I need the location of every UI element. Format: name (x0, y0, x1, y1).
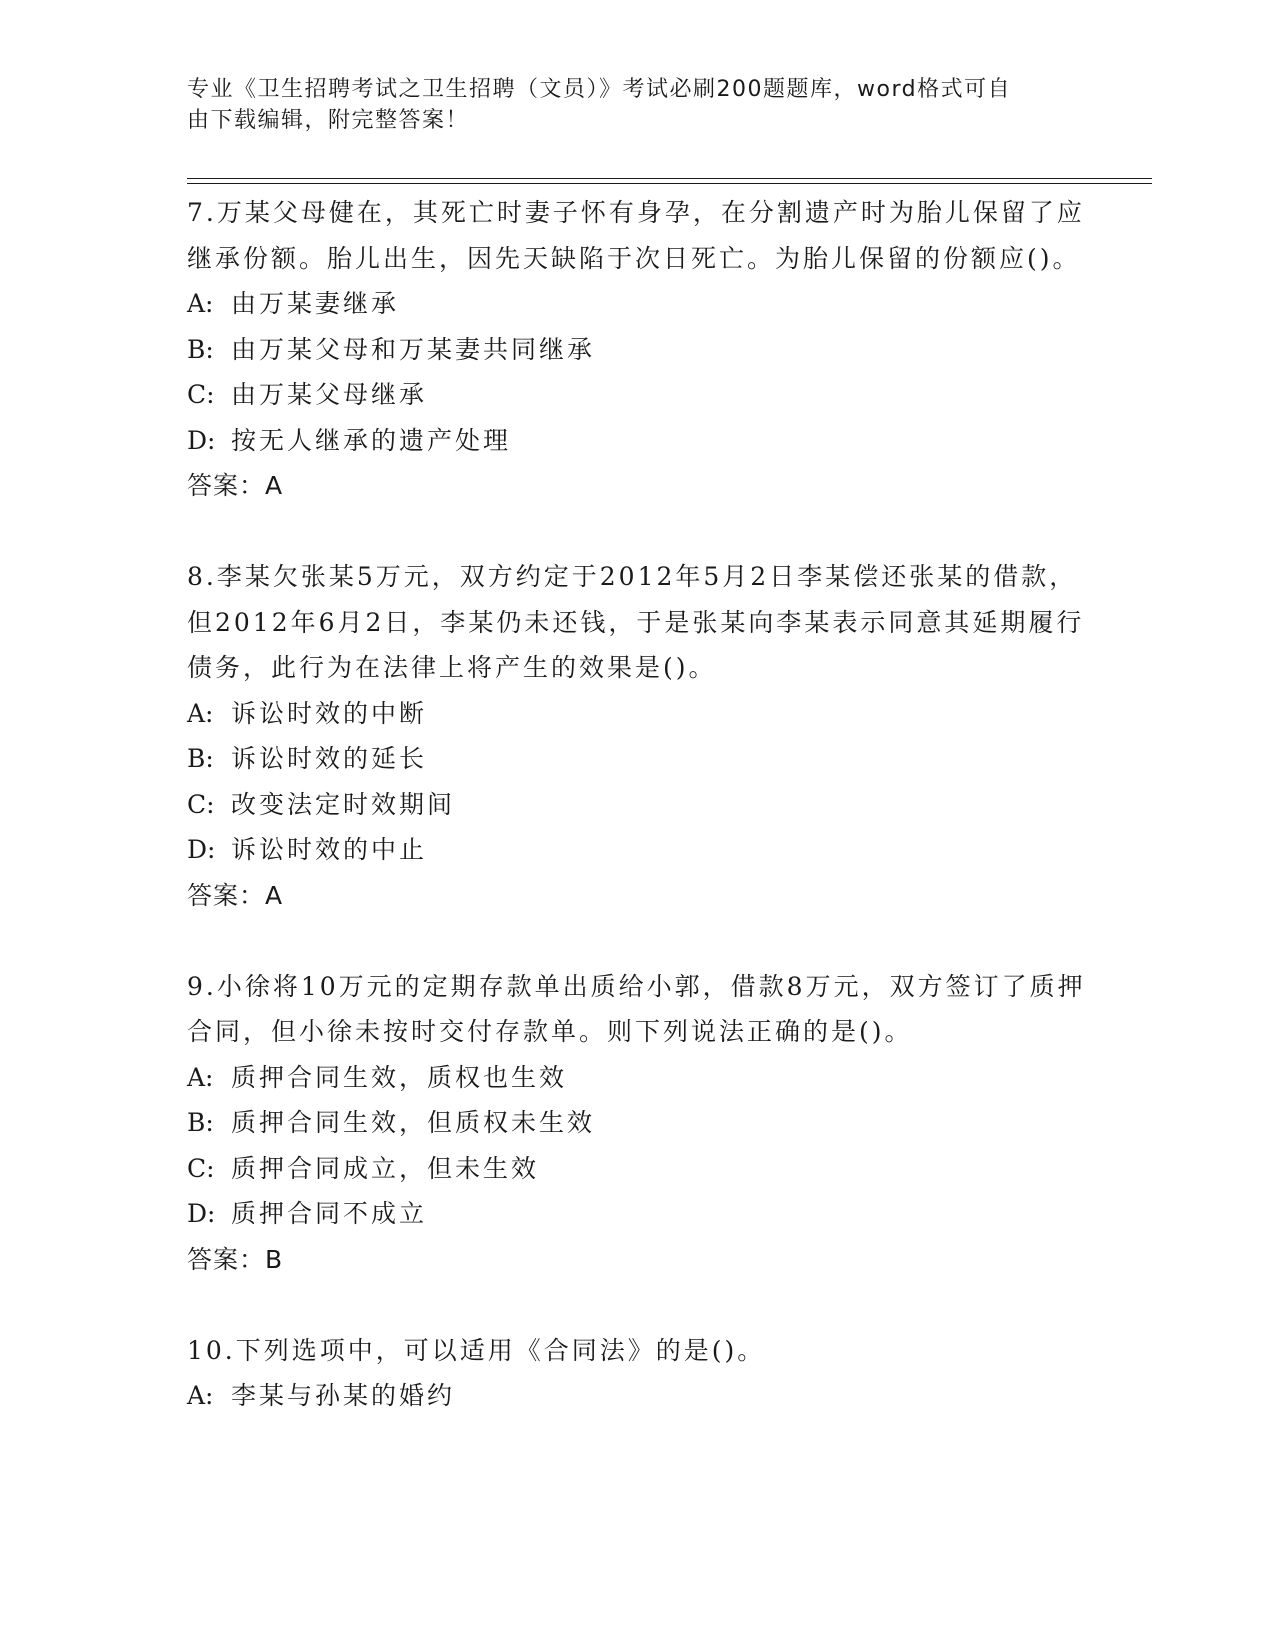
option-text: 李某与孙某的婚约 (231, 1381, 456, 1410)
header-line-1: 专业《卫生招聘考试之卫生招聘（文员）》考试必刷200题题库，word格式可自 (187, 77, 1012, 102)
option-text: 质押合同不成立 (231, 1199, 428, 1228)
option-d (187, 418, 1087, 464)
option-key: C: (187, 1153, 215, 1183)
question-list (187, 190, 1087, 1419)
option-key: D: (187, 835, 216, 864)
option-text: 按无人继承的遗产处理 (231, 425, 512, 455)
option-key: C: (187, 789, 215, 819)
option-a (187, 1373, 1087, 1419)
question-10 (187, 1328, 1087, 1419)
option-text: 改变法定时效期间 (231, 789, 456, 819)
option-text: 诉讼时效的中断 (231, 698, 428, 728)
question-9 (187, 964, 1087, 1283)
option-key: D: (187, 1199, 216, 1228)
question-text: 9.小徐将10万元的定期存款单出质给小郭，借款8万元，双方签订了质押合同，但小徐未按时交付存款单。则下列说法正确的是()。 (187, 971, 1086, 1046)
document-header (187, 74, 1067, 136)
option-d (187, 1191, 1087, 1237)
option-key: B: (187, 744, 214, 773)
option-key: A: (187, 698, 214, 728)
option-b (187, 736, 1087, 782)
option-c (187, 782, 1087, 828)
option-b (187, 1100, 1087, 1146)
answer: 答案：A (187, 880, 284, 910)
option-key: A: (187, 289, 214, 318)
option-key: B: (187, 334, 214, 364)
header-rule-bottom (187, 183, 1152, 184)
option-text: 诉讼时效的中止 (231, 835, 428, 864)
option-key: C: (187, 380, 215, 409)
answer: 答案：B (187, 1244, 284, 1274)
option-d (187, 827, 1087, 873)
option-text: 质押合同生效，但质权未生效 (231, 1108, 596, 1137)
option-a (187, 1055, 1087, 1101)
question-text: 10.下列选项中，可以适用《合同法》的是()。 (187, 1335, 766, 1365)
option-text: 质押合同成立，但未生效 (231, 1153, 540, 1183)
option-text: 质押合同生效，质权也生效 (231, 1062, 568, 1092)
option-key: D: (187, 425, 216, 455)
answer: 答案：A (187, 471, 284, 500)
header-rule-top (187, 178, 1152, 179)
option-b (187, 327, 1087, 373)
option-key: A: (187, 1381, 214, 1410)
option-a (187, 281, 1087, 327)
option-a (187, 691, 1087, 737)
question-8 (187, 554, 1087, 918)
option-text: 由万某父母和万某妻共同继承 (231, 334, 596, 364)
option-text: 诉讼时效的延长 (231, 744, 428, 773)
question-7 (187, 190, 1087, 509)
option-key: A: (187, 1062, 214, 1092)
option-c (187, 372, 1087, 418)
option-text: 由万某父母继承 (231, 380, 428, 409)
option-text: 由万某妻继承 (231, 289, 400, 318)
question-text: 7.万某父母健在，其死亡时妻子怀有身孕，在分割遗产时为胎儿保留了应继承份额。胎儿出生，因先天缺陷于次日死亡。为胎儿保留的份额应()。 (187, 198, 1085, 273)
option-c (187, 1146, 1087, 1192)
header-line-2: 由下载编辑，附完整答案！ (187, 108, 470, 133)
option-key: B: (187, 1108, 214, 1137)
question-text: 8.李某欠张某5万元，双方约定于2012年5月2日李某偿还张某的借款，但2012年6月2日，李某仍未还钱，于是张某向李某表示同意其延期履行债务，此行为在法律上将产生的效果是()。 (187, 562, 1085, 682)
